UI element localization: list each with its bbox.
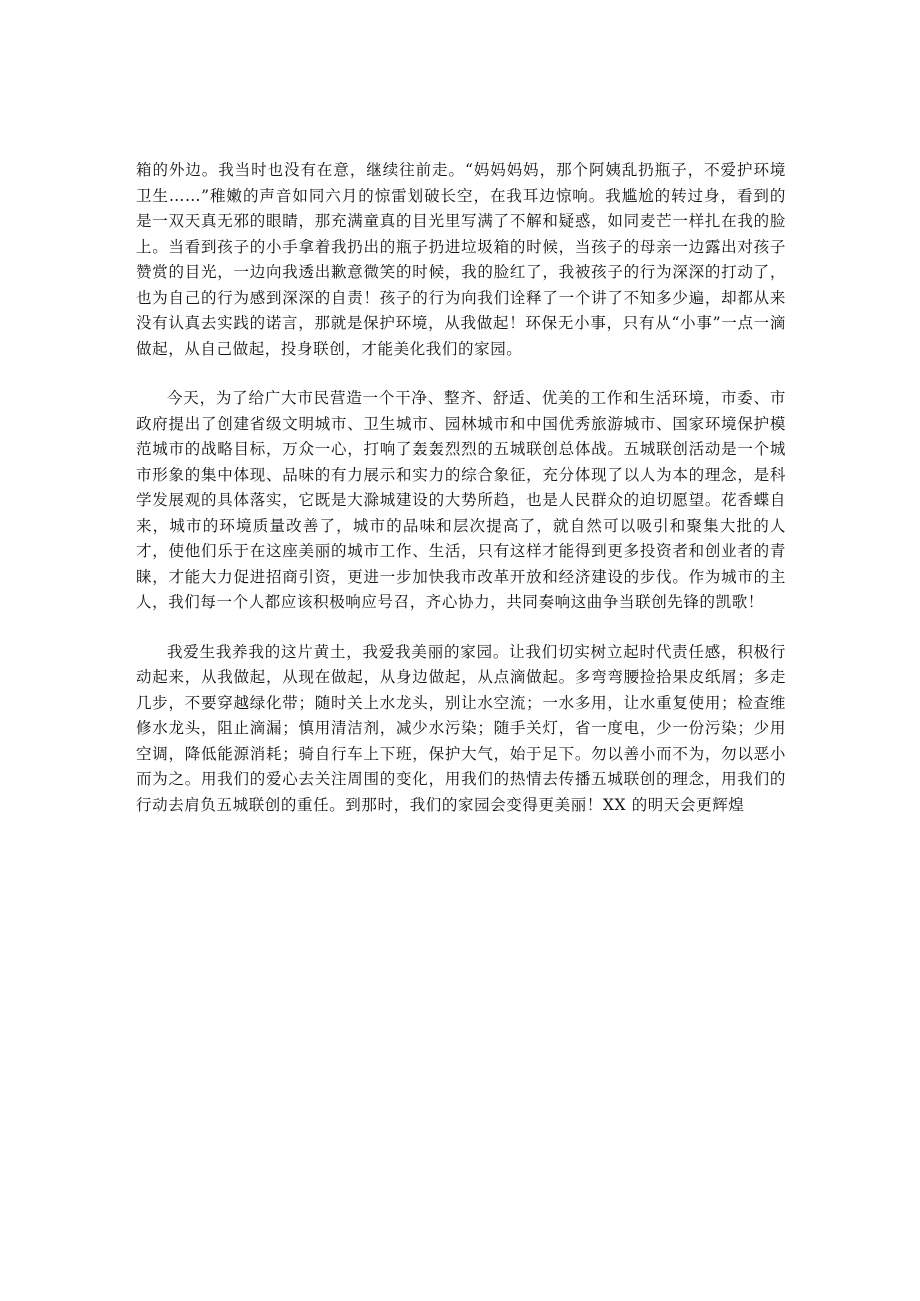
paragraph-2: 今天，为了给广大市民营造一个干净、整齐、舒适、优美的工作和生活环境，市委、市政府提出了创建省级文明城市、卫生城市、园林城市和中国优秀旅游城市、国家环境保护模范城市的战略目标，万众一心，打响了轰轰烈烈的五城联创总体战。五城联创活动是一个城市形象的集中体现、品味的有力展示和实力的综合象征，充分体现了以人为本的理念，是科学发展观的具体落实，它既是大滁城建设的大势所趋，也是人民群众的迫切愿望。花香蝶自来，城市的环境质量改善了，城市的品味和层次提高了，就自然可以吸引和聚集大批的人才，使他们乐于在这座美丽的城市工作、生活，只有这样才能得到更多投资者和创业者的青睐，才能大力促进招商引资，更进一步加快我市改革开放和经济建设的步伐。作为城市的主人，我们每一个人都应该积极响应号召，齐心协力，共同奏响这曲争当联创先锋的凯歌！ bbox=[136, 389, 786, 611]
paragraph-1: 箱的外边。我当时也没有在意，继续往前走。“妈妈妈妈，那个阿姨乱扔瓶子，不爱护环境卫生……”稚嫩的声音如同六月的惊雷划破长空，在我耳边惊响。我尴尬的转过身，看到的是一双天真无邪的眼睛，那充满童真的目光里写满了不解和疑惑，如同麦芒一样扎在我的脸上。当看到孩子的小手拿着我扔出的瓶子扔进垃圾箱的时候，当孩子的母亲一边露出对孩子赞赏的目光，一边向我透出歉意微笑的时候，我的脸红了，我被孩子的行为深深的打动了，也为自己的行为感到深深的自责！孩子的行为向我们诠释了一个讲了不知多少遍，却都从来没有认真去实践的诺言，那就是保护环境，从我做起！环保无小事，只有从“小事”一点一滴做起，从自己做起，投身联创，才能美化我们的家园。 bbox=[136, 161, 786, 358]
document-body bbox=[136, 158, 786, 818]
paragraph-3: 我爱生我养我的这片黄土，我爱我美丽的家园。让我们切实树立起时代责任感，积极行动起来，从我做起，从现在做起，从身边做起，从点滴做起。多弯弯腰捡拾果皮纸屑；多走几步，不要穿越绿化带；随时关上水龙头，别让水空流；一水多用，让水重复使用；检查维修水龙头，阻止滴漏；慎用清洁剂，减少水污染；随手关灯，省一度电，少一份污染；少用空调，降低能源消耗；骑自行车上下班，保护大气，始于足下。勿以善小而不为，勿以恶小而为之。用我们的爱心去关注周围的变化，用我们的热情去传播五城联创的理念，用我们的行动去肩负五城联创的重任。到那时，我们的家园会变得更美丽！XX 的明天会更辉煌 bbox=[136, 642, 786, 814]
